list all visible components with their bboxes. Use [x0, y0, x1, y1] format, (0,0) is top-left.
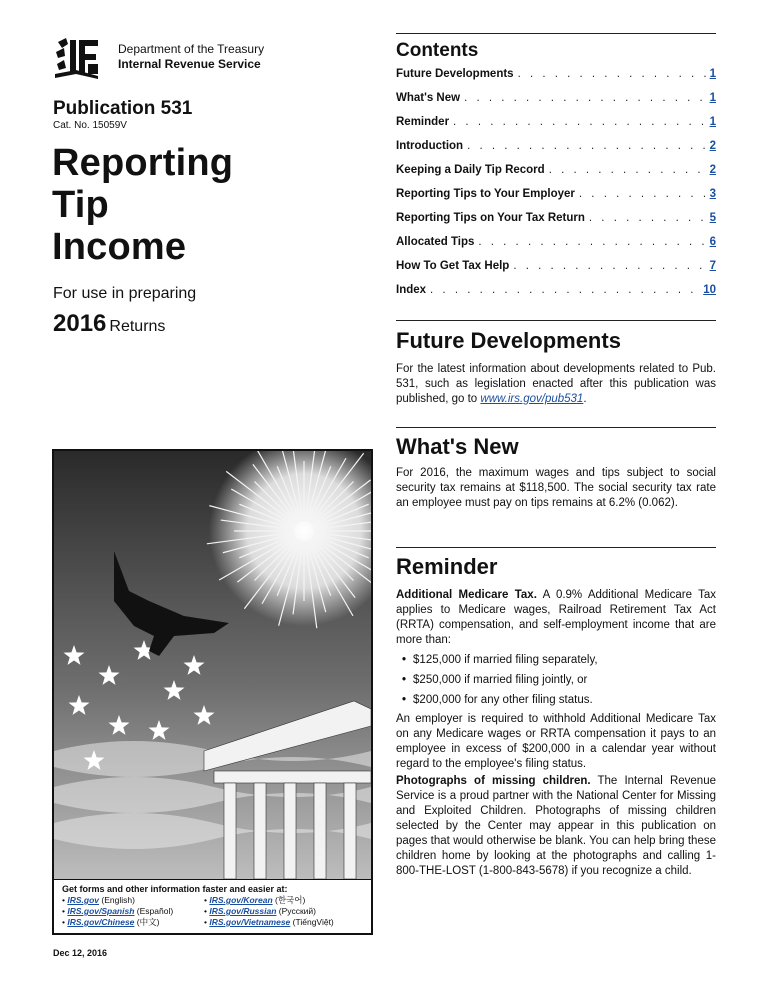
divider [396, 427, 716, 428]
toc-row[interactable] [396, 188, 716, 212]
publication-date: Dec 12, 2016 [53, 948, 108, 958]
toc-row[interactable] [396, 68, 716, 92]
department-line: Department of the Treasury [118, 42, 265, 56]
medicare-label: Additional Medicare Tax. [396, 589, 537, 601]
reminder-heading: Reminder [396, 554, 498, 579]
employer-withhold-text: An employer is required to withhold Additional Medicare Tax on any Medicare wages or RRTA compensation it pays to an employee in excess of $200,000 in a calendar year without regard to the employee's filing status. [396, 713, 716, 770]
fireworks-eagle-courthouse-illustration [54, 451, 371, 879]
publication-number: Publication 531 [53, 98, 193, 119]
link-chinese [62, 917, 204, 928]
toc-page-link[interactable]: 3 [709, 188, 716, 200]
publication-title [52, 142, 233, 268]
irs-line: Internal Revenue Service [118, 57, 261, 71]
irs-gov-chinese-link[interactable]: IRS.gov/Chinese [67, 917, 135, 927]
toc-page-link[interactable]: 2 [709, 164, 716, 176]
toc-page-link[interactable]: 5 [709, 212, 716, 224]
toc-title: What's New [396, 92, 461, 104]
whats-new-text: For 2016, the maximum wages and tips subject to social security tax remains at $118,500. The social security tax rate an employee must pay on tips remains at 6.2% (0.062). [396, 467, 716, 509]
link-lang: (한국어) [275, 895, 306, 905]
threshold-list [402, 650, 712, 710]
toc-row[interactable] [396, 164, 716, 188]
link-russian [204, 906, 354, 917]
irs-gov-link[interactable]: IRS.gov [67, 895, 99, 905]
irs-gov-korean-link[interactable]: IRS.gov/Korean [209, 895, 273, 905]
cover-photo [52, 449, 373, 935]
table-of-contents [396, 68, 716, 308]
link-lang: (TiếngViệt) [292, 917, 334, 927]
tax-year [53, 310, 165, 338]
list-item: • $200,000 for any other filing status. [402, 690, 712, 710]
link-english [62, 895, 204, 906]
toc-row[interactable] [396, 260, 716, 284]
future-developments-heading: Future Developments [396, 328, 621, 353]
toc-page-link[interactable]: 1 [709, 68, 716, 80]
toc-page-link[interactable]: 1 [709, 116, 716, 128]
title-line-2: Tip [52, 184, 109, 226]
list-item: • $250,000 if married filing jointly, or [402, 670, 712, 690]
toc-page-link[interactable]: 2 [709, 140, 716, 152]
divider [396, 33, 716, 34]
irs-gov-vietnamese-link[interactable]: IRS.gov/Vietnamese [209, 917, 291, 927]
link-lang: (English) [101, 895, 135, 905]
divider [396, 320, 716, 321]
divider [396, 547, 716, 548]
for-use-text: For use in preparing [53, 285, 197, 302]
irs-eagle-logo [52, 34, 102, 80]
photos-label: Photographs of missing children. [396, 775, 591, 787]
toc-title: Reporting Tips on Your Tax Return [396, 212, 585, 224]
toc-title: Allocated Tips [396, 236, 475, 248]
toc-title: How To Get Tax Help [396, 260, 510, 272]
get-forms-box [54, 879, 371, 933]
irs-gov-russian-link[interactable]: IRS.gov/Russian [209, 906, 277, 916]
contents-heading: Contents [396, 40, 479, 61]
get-forms-title: Get forms and other information faster and easier at: [62, 884, 288, 894]
irs-gov-spanish-link[interactable]: IRS.gov/Spanish [67, 906, 135, 916]
link-vietnamese [204, 917, 354, 928]
toc-page-link[interactable]: 10 [703, 284, 716, 296]
missing-children-text: Photographs of missing children. The Internal Revenue Service is a proud partner with the National Center for Missing and Exploited Children. Photographs of missing children selected by the Center may appear in this publication on pages that would otherwise be blank. You can help bring these children home by looking at the photographs and calling 1-800-THE-LOST (1-800-843-5678) if you recognize a child. [396, 775, 716, 877]
toc-row[interactable] [396, 236, 716, 260]
toc-title: Introduction [396, 140, 464, 152]
agency-name [118, 42, 264, 72]
link-lang: (Pусский) [278, 906, 316, 916]
title-line-1: Reporting [52, 142, 234, 184]
year-number: 2016 [53, 310, 107, 337]
toc-page-link[interactable]: 7 [709, 260, 716, 272]
pub531-link[interactable]: www.irs.gov/pub531 [480, 393, 584, 405]
toc-title: Keeping a Daily Tip Record [396, 164, 545, 176]
toc-title: Index [396, 284, 427, 296]
toc-row[interactable] [396, 212, 716, 236]
toc-row[interactable] [396, 284, 716, 308]
whats-new-heading: What's New [396, 434, 519, 459]
returns-text: Returns [109, 318, 166, 335]
toc-row[interactable] [396, 116, 716, 140]
toc-title: Future Developments [396, 68, 514, 80]
catalog-number: Cat. No. 15059V [53, 120, 127, 131]
toc-title: Reminder [396, 116, 450, 128]
list-item: • $125,000 if married filing separately, [402, 650, 712, 670]
toc-row[interactable] [396, 92, 716, 116]
toc-page-link[interactable]: 1 [709, 92, 716, 104]
toc-page-link[interactable]: 6 [709, 236, 716, 248]
title-line-3: Income [52, 226, 187, 268]
additional-medicare-text: Additional Medicare Tax. A 0.9% Additional Medicare Tax applies to Medicare wages, Railroad Retirement Tax Act (RRTA) compensation, and self-employment income that are more than: [396, 589, 716, 646]
toc-row[interactable] [396, 140, 716, 164]
link-spanish [62, 906, 204, 917]
toc-title: Reporting Tips to Your Employer [396, 188, 575, 200]
link-lang: (Español) [136, 906, 174, 916]
language-links [62, 895, 363, 928]
link-korean [204, 895, 354, 906]
link-lang: (中文) [136, 917, 160, 927]
future-developments-text: For the latest information about developments related to Pub. 531, such as legislation enacted after this publication was published, go to www.irs.gov/pub531. [396, 363, 716, 405]
